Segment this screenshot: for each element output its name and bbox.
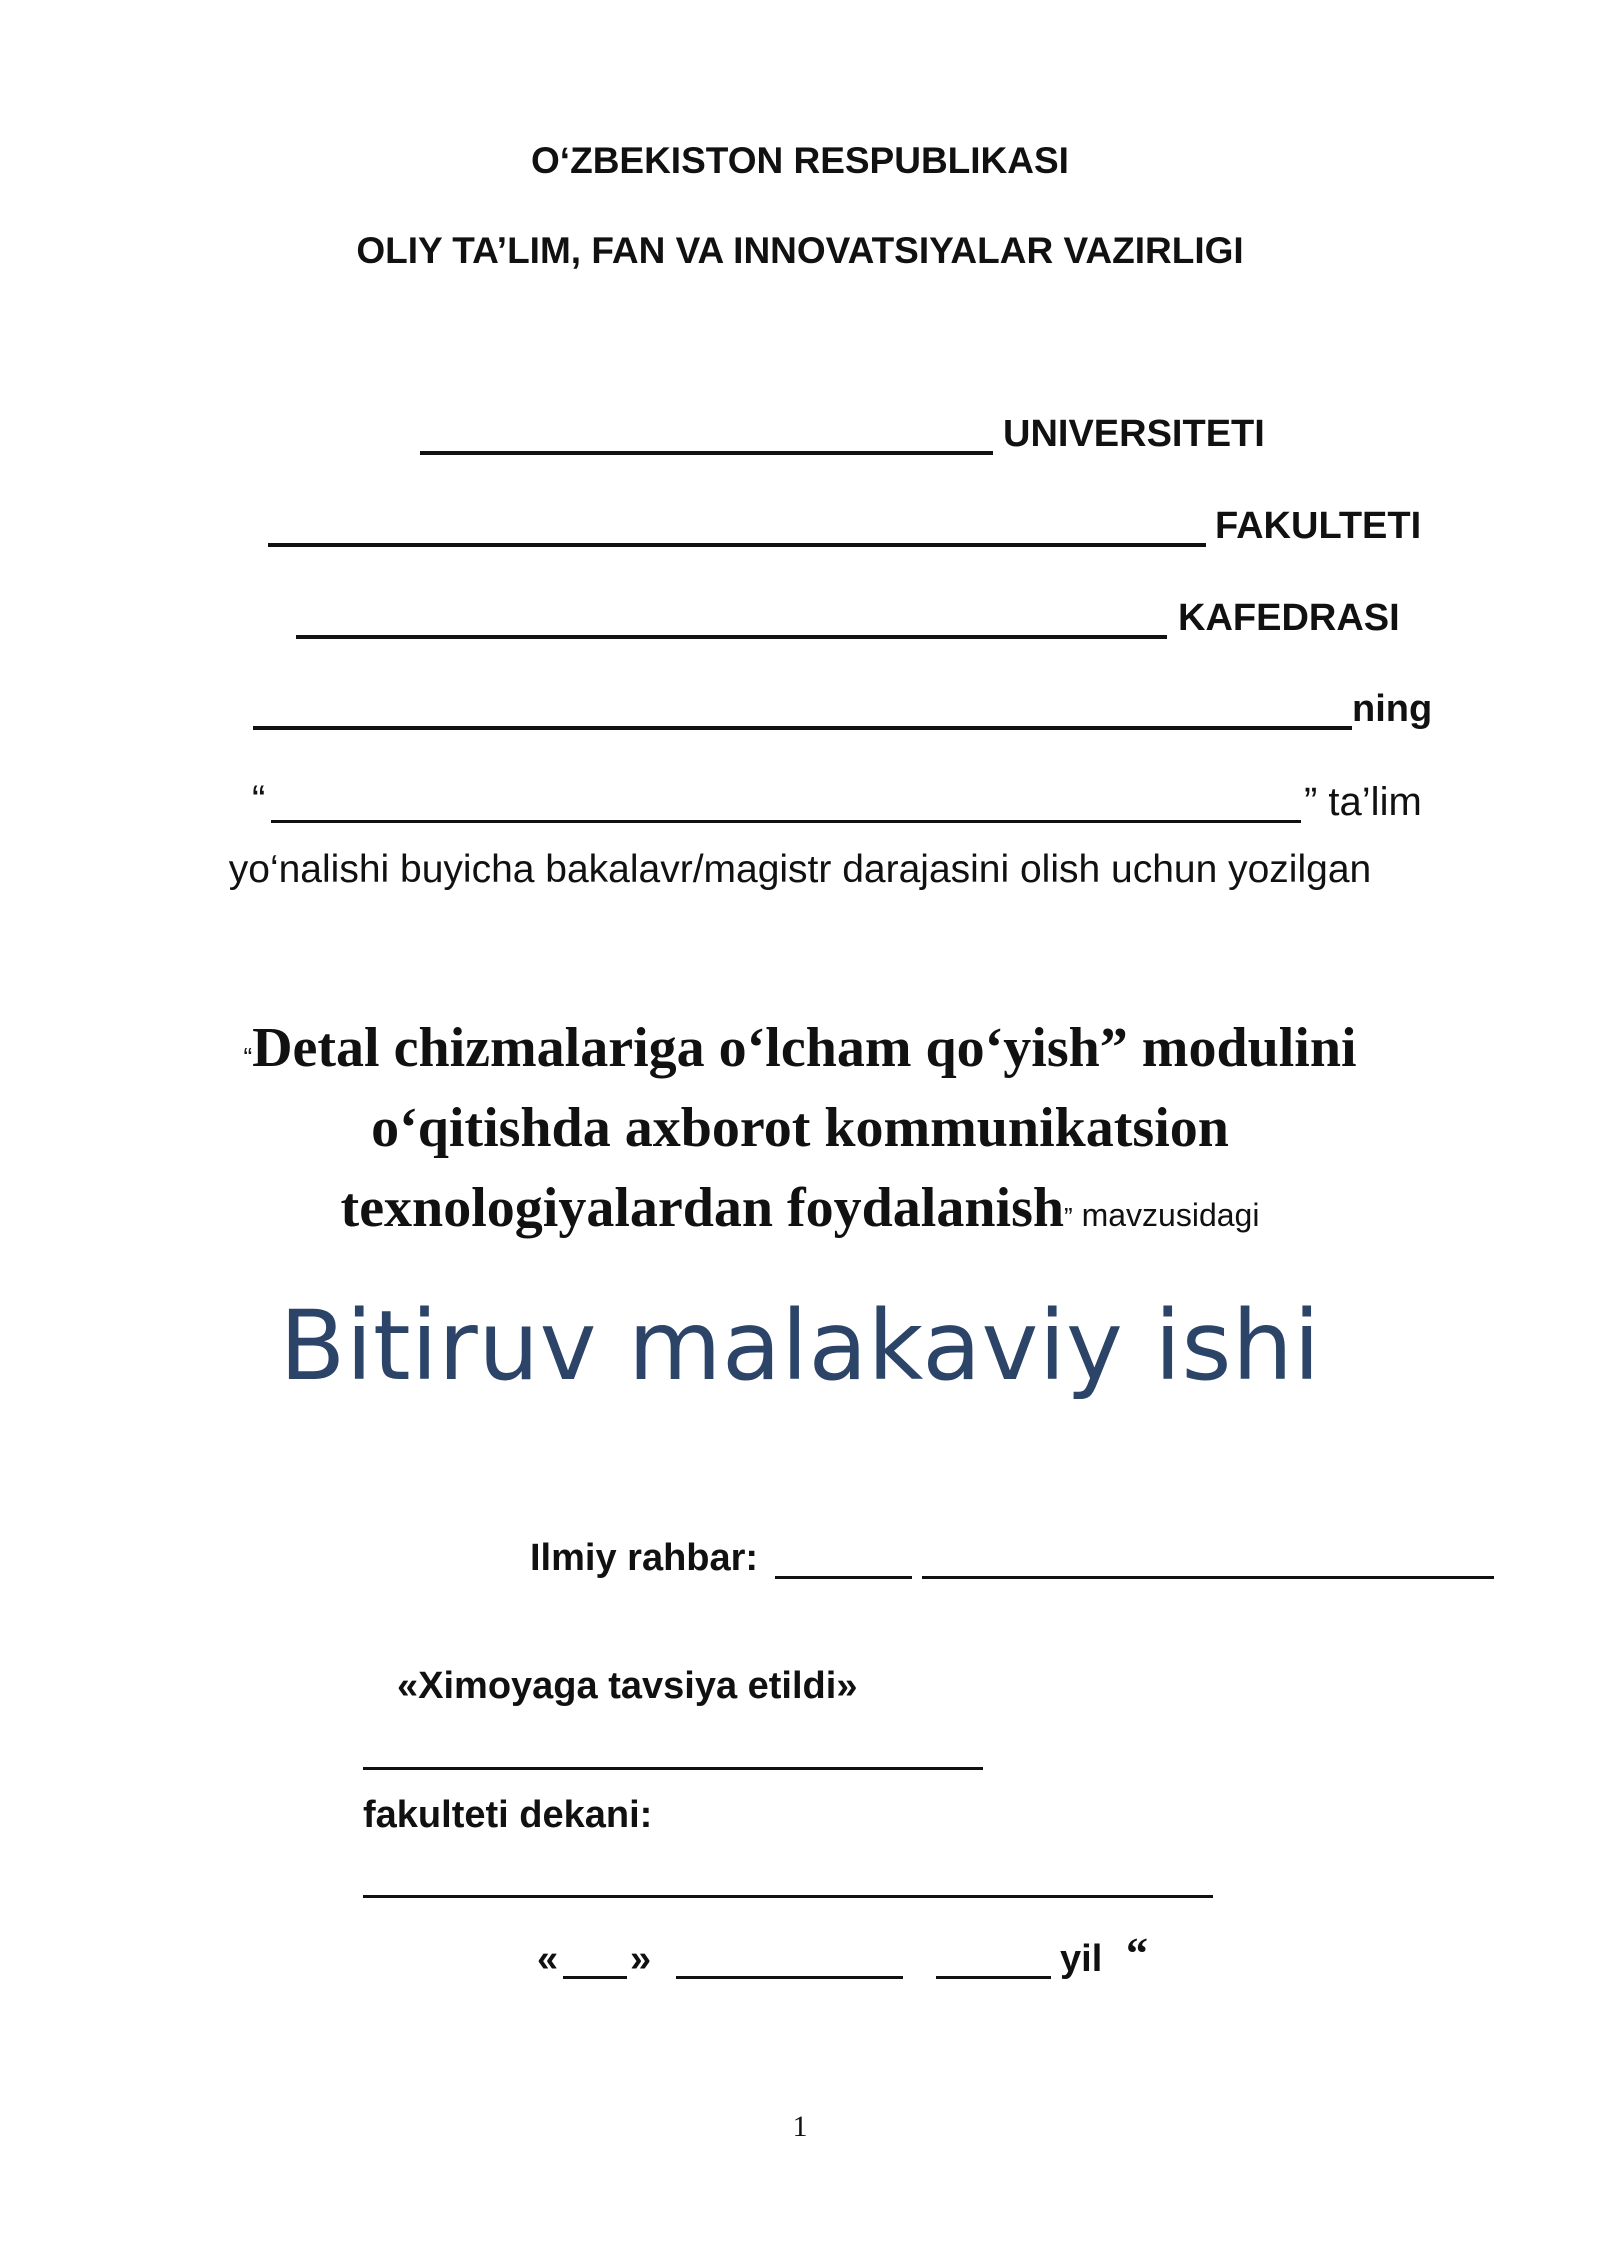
faculty-name-blank bbox=[268, 543, 1206, 547]
direction-subtitle: yo‘nalishi buyicha bakalavr/magistr darajasini olish uchun yozilgan bbox=[228, 848, 1372, 891]
dean-label: fakulteti dekani: bbox=[363, 1794, 653, 1836]
direction-name-blank bbox=[271, 820, 1301, 823]
department-label: KAFEDRASI bbox=[1178, 597, 1400, 639]
direction-open-quote: “ bbox=[252, 778, 266, 822]
page-number: 1 bbox=[792, 2110, 808, 2143]
ning-suffix: ning bbox=[1352, 688, 1433, 730]
faculty-label: FAKULTETI bbox=[1215, 505, 1422, 547]
recommended-faculty-blank bbox=[363, 1767, 983, 1770]
year-label: yil bbox=[1060, 1938, 1103, 1980]
month-blank bbox=[676, 1976, 903, 1979]
university-name-blank bbox=[420, 451, 993, 455]
topic-line3-text: texnologiyalardan foydalanish bbox=[340, 1177, 1065, 1239]
student-name-blank bbox=[253, 726, 1352, 730]
ministry-heading: OLIY TA’LIM, FAN VA INNOVATSIYALAR VAZIRLIGI bbox=[356, 230, 1244, 271]
recommended-label: «Ximoyaga tavsiya etildi» bbox=[397, 1665, 858, 1707]
department-name-blank bbox=[296, 635, 1167, 639]
country-heading: O‘ZBEKISTON RESPUBLIKASI bbox=[531, 140, 1069, 181]
supervisor-name-blank bbox=[922, 1576, 1494, 1579]
date-close-bracket: » bbox=[630, 1938, 652, 1980]
year-blank bbox=[936, 1976, 1051, 1979]
direction-close-label: ” ta’lim bbox=[1304, 780, 1422, 824]
supervisor-signature-blank bbox=[775, 1576, 912, 1579]
day-blank bbox=[563, 1976, 627, 1979]
dean-name-blank bbox=[363, 1895, 1213, 1898]
topic-line1-text: Detal chizmalariga o‘lcham qo‘yish” modulini bbox=[252, 1017, 1357, 1079]
thesis-topic-line3 bbox=[0, 1168, 1600, 1257]
university-label: UNIVERSITETI bbox=[1003, 413, 1265, 455]
supervisor-label: Ilmiy rahbar: bbox=[530, 1537, 759, 1579]
topic-open-quote: “ bbox=[243, 1042, 253, 1072]
thesis-topic-line1 bbox=[0, 1008, 1600, 1097]
trailing-quote: “ bbox=[1126, 1929, 1148, 1978]
thesis-topic-line2: o‘qitishda axborot kommunikatsion bbox=[371, 1097, 1229, 1159]
topic-suffix: mavzusidagi bbox=[1072, 1197, 1260, 1233]
work-type-title: Bitiruv malakaviy ishi bbox=[279, 1290, 1321, 1402]
date-open-bracket: « bbox=[537, 1938, 559, 1980]
topic-close-quote: ” bbox=[1064, 1202, 1073, 1232]
